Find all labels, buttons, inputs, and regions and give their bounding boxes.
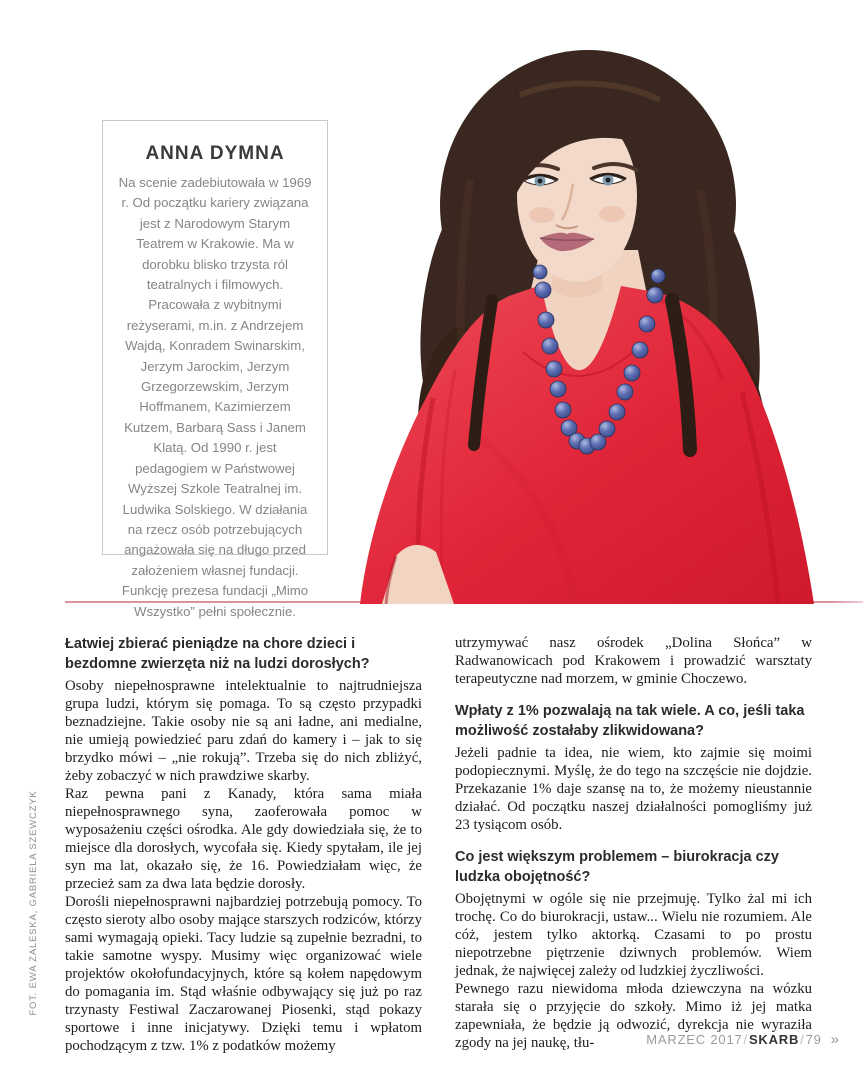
hair-fringe [504, 92, 694, 230]
interview-answer: Jeżeli padnie ta idea, nie wiem, kto zajmie się moimi podopiecznymi. Myślę, że do tego na szczęście nie dojdzie. Przekazanie 1% daje szansę na to, że możemy nieustannie działać. Od początku naszej działalności pomogliśmy już 23 tysiącom osób. [455, 745, 812, 833]
red-blouse [360, 285, 814, 604]
footer-separator: / [800, 1032, 805, 1047]
footer-magazine-title: SKARB [748, 1032, 800, 1047]
hair-back [408, 50, 777, 498]
interview-answer: Pewnego razu niewidoma młoda dziewczyna na wózku starała się o przyjęcie do szkoły. Mimo iż jej matka zapewniała, że będzie ją odwozić, dyrekcja nie wyraziła zgody na jej naukę, tłu- [455, 981, 812, 1051]
continuation-chevrons-icon: » [830, 1031, 839, 1048]
interview-question: Łatwiej zbierać pieniądze na chore dzieci i bezdomne zwierzęta niż na ludzi dorosłych? [65, 636, 370, 672]
photo-credit: FOT. EWA ZALESKA, GABRIELA SZEWCZYK [28, 790, 39, 1016]
bio-title: ANNA DYMNA [145, 143, 285, 164]
interview-question: Wpłaty z 1% pozwalają na tak wiele. A co, jeśli taka możliwość zostałaby zlikwidowana? [455, 703, 805, 739]
interview-answer: utrzymywać nasz ośrodek „Dolina Słońca” w Radwanowicach pod Krakowem i prowadzić warsztaty terapeutyczne nad morzem, w gminie Choczewo. [455, 635, 812, 687]
interview-answer: Dorośli niepełnosprawni najbardziej potrzebują pomocy. To często sieroty albo osoby mające starszych rodziców, którzy sami wymagają opieki. Tacy ludzie są zupełnie bezradni, to takie samotne wyspy. Musimy więc organizować wiele projektów okołofundacyjnych, które są kołem napędowym do pomagania im. Stąd właśnie odbywający się już po raz trzynasty Festiwal Zaczarowanej Piosenki, stąd pokazy sportowe i inne inicjatywy. Dzięki temu i wpłatom pochodzącym z tzw. 1% z podatków możemy [65, 894, 422, 1054]
bio-box [102, 120, 328, 619]
face [515, 110, 637, 298]
interview-question: Co jest większym problemem – biurokracja czy ludzka obojętność? [455, 849, 779, 885]
forearm-skin [382, 545, 454, 604]
interview-answer: Raz pewna pani z Kanady, która sama miała niepełnosprawnego syna, zaoferowała pomoc w wyposażeniu części ośrodka. Ale gdy dowiedziała się, że to miejsce dla dorosłych, wycofała się. Kiedy spytałam, ile jej syn ma lat, okazało się, że 16. Powiedziałam więc, że przecież sam za dwa lata będzie dorosły. [65, 786, 422, 892]
footer-separator: / [743, 1032, 748, 1047]
article-left-column [65, 634, 422, 1055]
bio-text: Na scenie zadebiutowała w 1969 r. Od początku kariery związana jest z Narodowym Starym Teatrem w Krakowie. Ma w dorobku blisko trzysta ról teatralnych i filmowych. Pracowała z wybitnymi reżyserami, m.in. z Andrzejem Wajdą, Konradem Swinarskim, Jerzym Jarockim, Jerzym Grzegorzewskim, Jerzym Hoffmanem, Kazimierzem Kutzem, Barbarą Sass i Janem Klatą. Od 1990 r. jest pedagogiem w Państwowej Wyższej Szkole Teatralnej im. Ludwika Solskiego. W działania na rzecz osób potrzebujących angażowała się na długo przed założeniem własnej fundacji. Funkcję prezesa fundacji „Mimo Wszystko” pełni społecznie. [118, 175, 312, 619]
interview-answer: Obojętnymi w ogóle się nie przejmuję. Tylko żal mi ich trochę. Co do biurokracji, ustaw... Wielu nie rozumiem. Ale cóż, jestem tylko aktorką. Czasami to po prostu niepotrzebne piętrzenie dziwnych problemów. Wiem jednak, że najwięcej zależy od ludzkiej życzliwości. [455, 891, 812, 979]
footer-issue-date: MARZEC 2017 [646, 1032, 743, 1047]
bead-necklace [533, 265, 665, 454]
interview-answer: Osoby niepełnosprawne intelektualnie to najtrudniejsza grupa ludzi, którym się pomaga. To są często przypadki beznadziejne. Takie osoby nie są ani ładne, ani medialne, nie umieją powiedzieć paru zdań do kamery i – jak to się brzydko mówi – „nie rokują”. Trzeba się do nich zbliżyć, żeby zobaczyć w nich prawdziwe skarby. [65, 678, 422, 784]
chest-skin [524, 250, 652, 390]
footer-page-number: 79 [805, 1032, 822, 1047]
article-right-column [455, 634, 812, 1052]
page-footer [646, 1031, 839, 1048]
hair-side-locks [474, 300, 690, 450]
